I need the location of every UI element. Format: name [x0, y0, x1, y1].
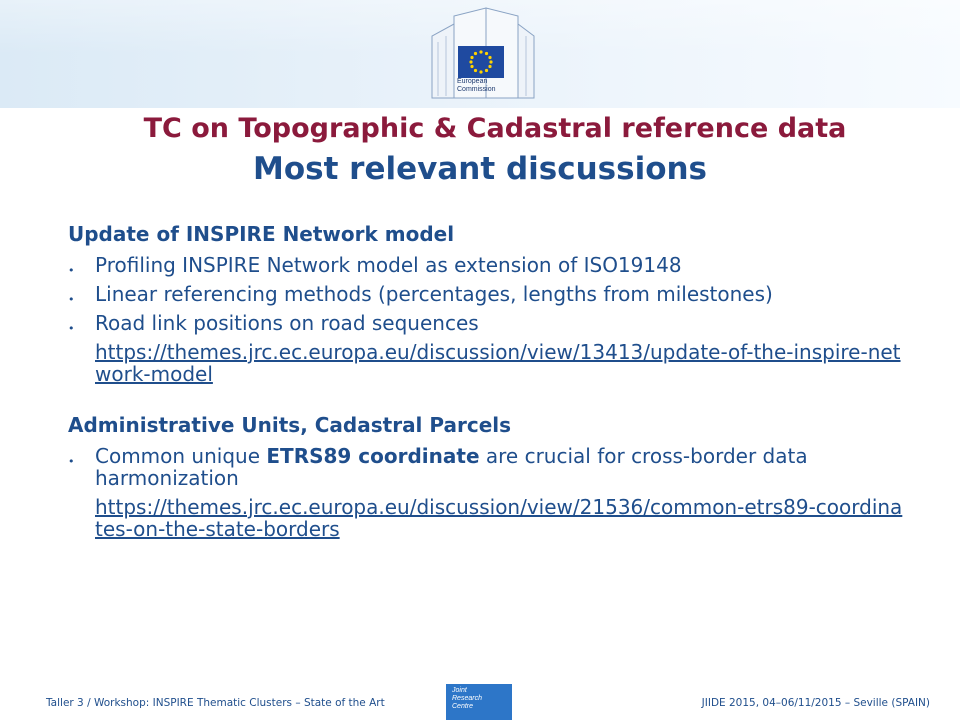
section-heading-admin-units: Administrative Units, Cadastral Parcels — [68, 413, 512, 437]
bullet-text — [95, 444, 808, 490]
list-item — [68, 254, 908, 276]
bullet-icon: • — [68, 322, 75, 335]
footer-event-date: JIIDE 2015, 04–06/11/2015 – Seville (SPAIN) — [701, 697, 930, 709]
slide-content — [68, 222, 908, 540]
bullet-text: Profiling INSPIRE Network model as extension of ISO19148 — [95, 253, 682, 277]
network-bullet-list — [68, 254, 908, 334]
list-item — [68, 283, 908, 305]
jrc-logo-line-3: Centre — [452, 703, 474, 710]
bullet-icon: • — [68, 264, 75, 277]
slide-subtitle: Most relevant discussions — [252, 151, 708, 187]
bullet-text: Road link positions on road sequences — [95, 311, 479, 335]
section-heading-network: Update of INSPIRE Network model — [68, 222, 455, 246]
etrs89-discussion-link[interactable]: https://themes.jrc.ec.europa.eu/discussion/view/21536/common-etrs89-coordinates-on-the-state-borders — [95, 495, 903, 541]
footer-event-title: Taller 3 / Workshop: INSPIRE Thematic Clusters – State of the Art — [46, 697, 385, 709]
jrc-logo — [446, 684, 512, 720]
list-item — [68, 312, 908, 334]
bullet-icon: • — [68, 455, 75, 468]
jrc-logo-text — [452, 687, 482, 711]
ec-logo-line-2: Commission — [457, 86, 496, 93]
ec-logo-line-1: European — [457, 78, 488, 85]
bullet-text: Linear referencing methods (percentages, lengths from milestones) — [95, 282, 773, 306]
ec-logo-text — [457, 78, 517, 94]
list-item — [68, 445, 908, 489]
bullet-icon: • — [68, 293, 75, 306]
network-discussion-link[interactable]: https://themes.jrc.ec.europa.eu/discussion/view/13413/update-of-the-inspire-network-model — [95, 340, 901, 386]
bullet-text-prefix: Common unique — [95, 444, 267, 468]
slide-title: TC on Topographic & Cadastral reference data — [143, 113, 847, 144]
bullet-text-emphasis: ETRS89 coordinate — [266, 444, 480, 468]
bullet-text-suffix: are crucial for cross-border data harmonization — [95, 444, 808, 490]
admin-bullet-list — [68, 445, 908, 489]
jrc-logo-line-1: Joint — [452, 687, 467, 694]
section-spacer — [68, 385, 908, 413]
jrc-logo-line-2: Research — [452, 695, 482, 702]
